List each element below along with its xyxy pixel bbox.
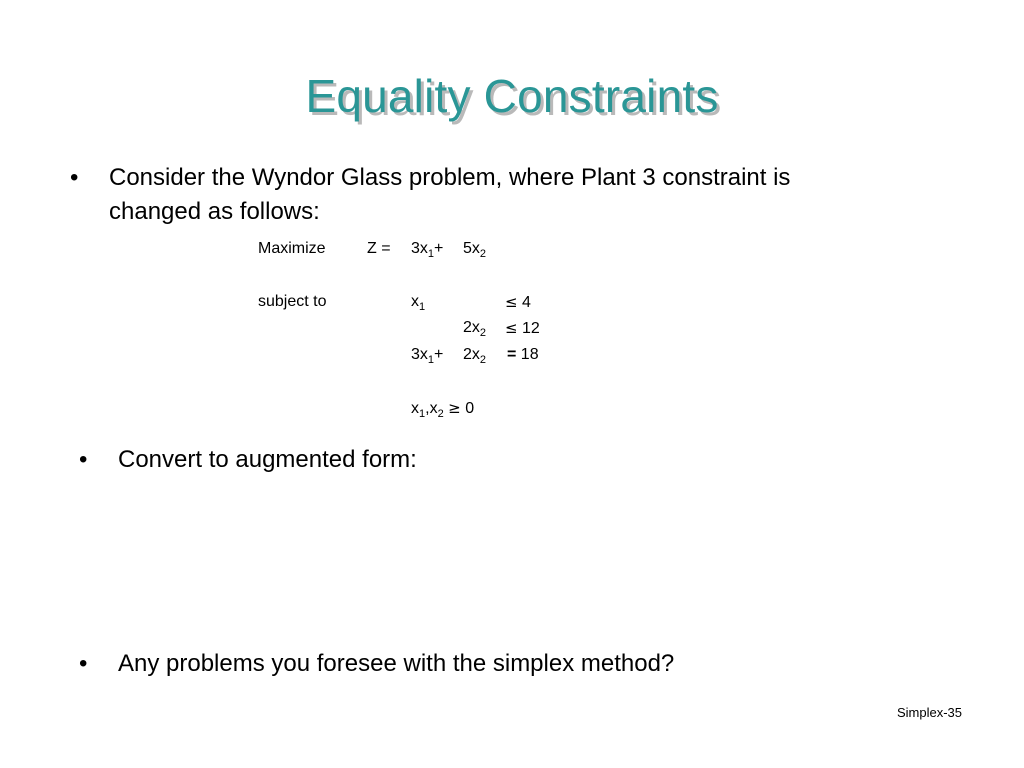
bullet-dot-icon: • <box>79 650 88 677</box>
bullet-text-line2: changed as follows: <box>109 198 320 225</box>
subject-to-label: subject to <box>258 293 327 310</box>
constraint-1-rhs: ≤ 4 <box>505 293 531 311</box>
constraint-3-term-1: $3x_1+$ <box>411 346 444 366</box>
nonnegativity-constraint: $x_1,x_2 \ge 0$ <box>411 399 475 420</box>
constraint-2-rhs: ≤ 12 <box>505 319 540 337</box>
bullet-text-line1: Consider the Wyndor Glass problem, where Plant 3 constraint is <box>109 164 791 191</box>
bullet-item-problems <box>79 647 979 681</box>
z-equals: Z = <box>367 240 391 257</box>
slide-title: Equality Constraints <box>305 70 719 122</box>
bullet-dot-icon: • <box>70 164 79 191</box>
slide-footer: Simplex-35 <box>896 705 962 720</box>
maximize-label: Maximize <box>258 240 326 257</box>
constraint-3-rhs: = 18 <box>507 346 539 363</box>
bullet-text: Any problems you foresee with the simplex method? <box>118 650 675 677</box>
bullet-dot-icon: • <box>79 446 88 473</box>
constraint-2-lhs: $2x_2$ <box>463 319 487 339</box>
bullet-text: Convert to augmented form: <box>118 446 417 473</box>
bullet-item-consider <box>70 161 970 231</box>
objective-term-1: $3x_1+$ <box>411 240 444 260</box>
bullet-item-convert <box>79 443 879 477</box>
objective-term-2: $5x_2$ <box>463 240 487 260</box>
constraint-3-term-2: $2x_2$ <box>463 346 487 366</box>
constraint-1-lhs: $x_1$ <box>411 293 426 313</box>
